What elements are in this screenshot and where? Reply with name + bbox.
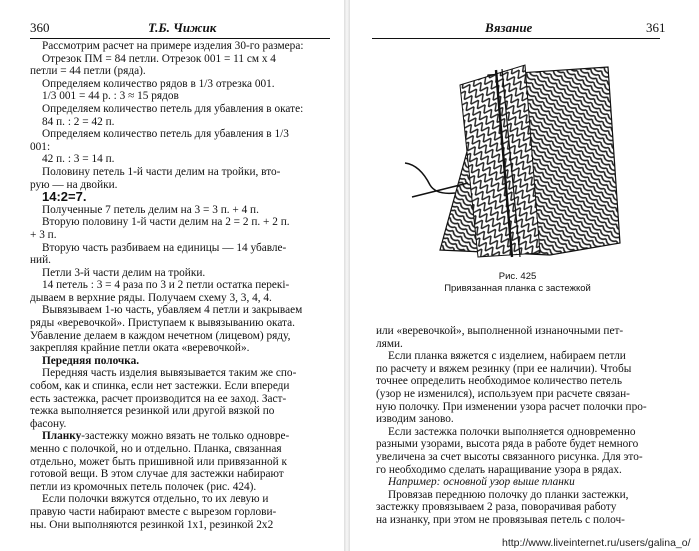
knitting-figure-425 [400,45,635,265]
text-line: лями. [376,337,403,350]
text-line: по расчету и вяжем резинку (при ее наличии). Чтобы [376,362,632,375]
text-line: 84 п. : 2 = 42 п. [42,115,115,128]
left-header [0,20,345,38]
text-line: тежка выполняется резинкой или другой вязкой по [30,405,275,418]
text-line: 42 п. : 3 = 14 п. [42,153,115,166]
text-line: го необходимо сделать наращивание узора в рядах. [376,463,622,476]
text-line: увеличена за счет высоты связанного рисунка. Для это- [376,450,643,463]
header-rule [30,38,330,39]
text-line: фасону. [30,417,67,430]
figure-label: Рис. 425 [498,271,537,282]
text-line: Определяем количество петель для убавления в окате: [42,102,304,115]
knitted-fabric [440,65,620,257]
text-line: ны. Они выполняются резинкой 1х1, резинкой 2х2 [30,518,274,531]
text-line: на изнанку, при этом не провязывая петель с полоч- [376,513,625,526]
header-rule [372,38,660,39]
text-line: + 3 п. [30,228,57,241]
left-page-number: 360 [30,20,50,35]
text-line: 14:2=7. [42,189,87,205]
right-body-text [376,325,676,527]
text-line: Если полочки вяжутся отдельно, то их левую и [42,493,269,506]
footer-url[interactable]: http://www.liveinternet.ru/users/galina_o/ [502,537,691,549]
text-line: Например: основной узор выше планки [388,476,575,489]
text-line: застежку провязываем 2 раза, поворачивая работу [376,501,617,514]
text-line: готовой вещи. В этом случае для застежки набирают [30,468,284,481]
text-line: отдельно, может быть пришивной или привязанной к [30,455,288,468]
text-line: Определяем количество рядов в 1/3 отрезка 001. [42,77,275,90]
text-line: собом, как и спинка, если нет застежки. Если впереди [30,380,290,393]
text-line: петли из кромочных петель полочек (рис. 424). [30,480,257,493]
text-line: (узор не изменился), используем при расчете связан- [376,387,630,400]
text-line: Если планка вяжется с изделием, набираем петли [388,350,626,363]
text-line: Провязав переднюю полочку до планки застежки, [388,488,629,501]
text-line: Петли 3-й части делим на тройки. [42,266,206,279]
text-line: Определяем количество петель для убавления в 1/3 [42,128,289,141]
right-page-number: 361 [646,20,666,35]
text-line: Планку-застежку можно вязать не только одновре- [42,430,290,443]
text-line: Если застежка полочки выполняется одновременно [388,425,636,438]
left-page [0,0,345,551]
text-line: 001: [30,140,51,153]
running-head-section: Вязание [485,20,533,35]
text-line: есть застежка, расчет производится на ее заход. Заст- [30,392,287,405]
text-line: закрепляя крайние петли оката «веревочкой». [30,342,250,355]
text-line: Вывязываем 1-ю часть, убавляем 4 петли и закрываем [42,304,303,317]
text-line: изводим заново. [376,413,454,426]
figure-caption: Привязанная планка с застежкой [444,283,591,294]
text-line: ний. [30,254,51,267]
text-line: менно с полочкой, но и отдельно. Планка, связанная [30,443,282,455]
left-body-text [30,40,325,531]
text-line: петли = 44 петли (ряда). [30,65,146,78]
right-header [350,20,699,38]
right-page [350,0,699,551]
text-line: ную полочку. При изменении узора расчет полочки про- [376,400,647,413]
text-line: рую — на двойки. [30,178,118,191]
text-line: Вторую часть разбиваем на единицы — 14 убавле- [42,241,287,254]
text-line: точнее определить необходимое количество петель [376,375,622,388]
text-line: Половину петель 1-й части делим на тройки, вто- [42,165,281,178]
text-line: Передняя полочка. [42,354,140,367]
text-line: 14 петель : 3 = 4 раза по 3 и 2 петли остатка перекі- [42,279,290,292]
text-line: разными узорами, высота ряда в работе будет немного [376,438,639,451]
text-line: Полученные 7 петель делим на 3 = 3 п. + 4 п. [42,203,259,216]
text-line: дываем в верхние ряды. Получаем схему 3, 3, 4, 4. [30,291,272,304]
text-line: или «веревочкой», выполненной изнаночными пет- [376,325,624,337]
text-line: ряды «веревочкой». Приступаем к вывязыванию оката. [30,317,295,330]
text-line: правую части набирают вместе с вырезом горлови- [30,505,277,518]
text-line: Отрезок ПМ = 84 петли. Отрезок 001 = 11 см х 4 [42,52,276,65]
text-line: Вторую половину 1-й части делим на 2 = 2 п. + 2 п. [42,216,290,229]
text-line: Убавление делаем в каждом нечетном (лицевом) ряду, [30,329,291,342]
text-line: Передняя часть изделия вывязывается таким же спо- [42,367,297,380]
running-head-author: Т.Б. Чижик [148,20,217,35]
bold-lead-word: Планку [42,430,82,443]
text-line: 1/3 001 = 44 р. : 3 ≈ 15 рядов [42,90,179,103]
text-line: Рассмотрим расчет на примере изделия 30-го размера: [42,40,304,52]
